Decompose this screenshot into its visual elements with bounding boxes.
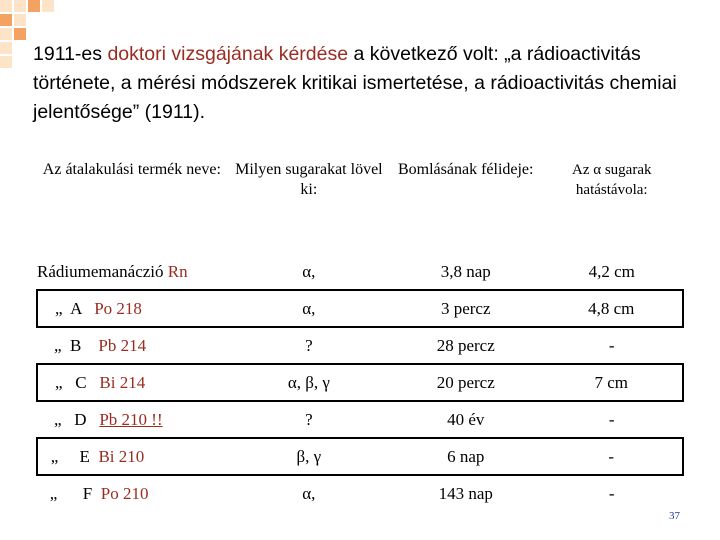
halflife-cell: 20 percz (391, 364, 541, 401)
product-name-cell (37, 401, 227, 438)
rays-cell: β, γ (227, 438, 391, 475)
halflife-cell: 3 percz (391, 290, 541, 327)
product-prefix: „ A (38, 298, 95, 318)
product-symbol: Bi 210 (98, 446, 145, 466)
range-cell: - (608, 335, 615, 355)
decay-table (36, 152, 684, 511)
product-symbol: Po 210 (100, 483, 149, 503)
halflife-cell: 28 percz (436, 335, 495, 355)
product-prefix: „ C (38, 372, 100, 392)
range-cell: - (608, 483, 615, 503)
page-number: 37 (669, 510, 680, 522)
table-row (37, 364, 683, 401)
table-row (37, 254, 683, 290)
header-product-name: Az átalakulási termék neve: (42, 161, 221, 178)
halflife-cell: 143 nap (438, 483, 493, 503)
product-symbol: Po 218 (94, 298, 142, 318)
header-alpha-range: Az α sugarak hatástávola: (571, 162, 652, 198)
product-name-cell (37, 327, 227, 364)
product-name-cell (37, 254, 227, 290)
product-name-cell (37, 364, 227, 401)
product-symbol: Pb 210 !! (99, 409, 163, 429)
halflife-cell: 40 év (447, 409, 485, 429)
range-cell: - (608, 409, 615, 429)
title-part2: a következő volt: „a rádioactivitás története, a mérési módszerek kritikai ismertetése, a rádioactivitás chemiai jelentősége” (1911). (33, 43, 677, 123)
rays-cell: α, (302, 261, 316, 281)
rays-cell: α, (227, 290, 391, 327)
table-header-row (37, 152, 683, 254)
range-cell: 7 cm (540, 364, 683, 401)
title-part1: 1911-es (33, 43, 108, 65)
product-prefix: „ F (37, 483, 101, 503)
product-symbol: Pb 214 (98, 335, 147, 355)
header-rays: Milyen sugarakat lövel ki: (235, 161, 383, 198)
halflife-cell: 6 nap (391, 438, 541, 475)
product-name-cell (37, 290, 227, 327)
range-cell: 4,2 cm (588, 261, 635, 281)
slide-title (33, 40, 693, 127)
product-name-cell (37, 475, 227, 511)
table-row (37, 290, 683, 327)
range-cell: 4,8 cm (540, 290, 683, 327)
rays-cell: ? (305, 335, 313, 355)
table-row (37, 401, 683, 438)
product-prefix: „ D (37, 409, 100, 429)
product-symbol: Rn (167, 261, 188, 281)
table-row (37, 475, 683, 511)
range-cell: - (540, 438, 683, 475)
table-row (37, 438, 683, 475)
rays-cell: α, β, γ (227, 364, 391, 401)
rays-cell: ? (305, 409, 313, 429)
rays-cell: α, (302, 483, 316, 503)
halflife-cell: 3,8 nap (440, 261, 491, 281)
product-symbol: Bi 214 (99, 372, 146, 392)
product-name-cell (37, 438, 227, 475)
product-prefix: „ B (37, 335, 99, 355)
product-prefix: Rádiumemanáczió (37, 261, 168, 281)
table-row (37, 327, 683, 364)
product-prefix: „ E (38, 446, 99, 466)
title-highlight: doktori vizsgájának kérdése (107, 43, 349, 65)
header-halflife: Bomlásának félideje: (397, 161, 534, 178)
